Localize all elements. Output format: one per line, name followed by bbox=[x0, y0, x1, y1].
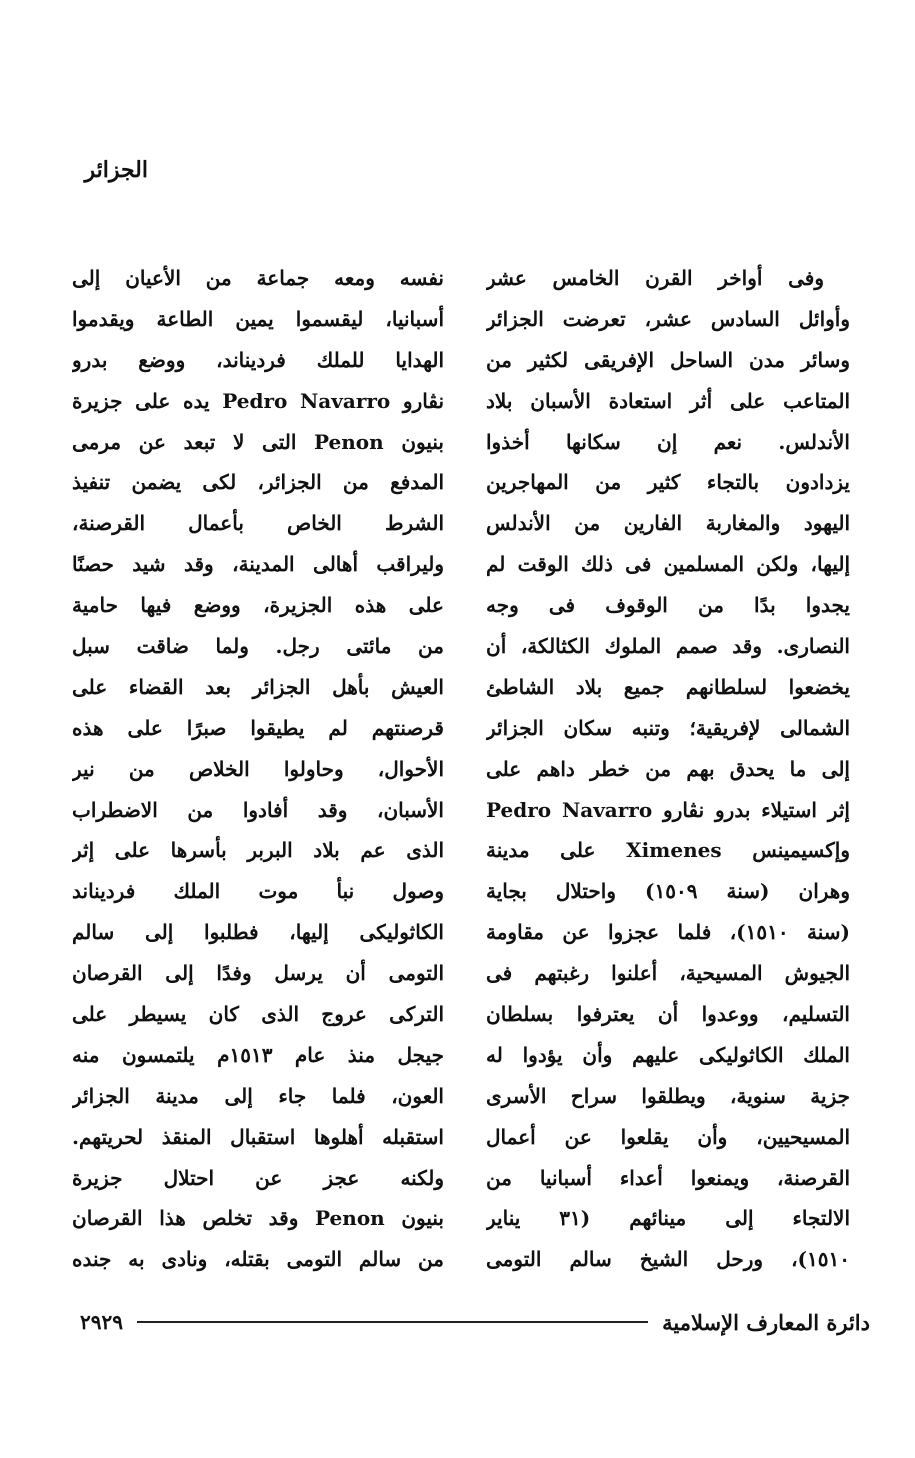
text-line: العون، فلما جاء إلى مدينة الجزائر bbox=[72, 1083, 444, 1108]
page-footer bbox=[80, 1302, 870, 1342]
text-line: إليها، ولكن المسلمين فى ذلك الوقت لم bbox=[486, 552, 850, 577]
text-line: جزية سنوية، ويطلقوا سراح الأسرى bbox=[486, 1083, 850, 1108]
text-line: بنيون Penon التى لا تبعد عن مرمى bbox=[72, 429, 444, 454]
text-line: الأسبان، وقد أفادوا من الاضطراب bbox=[72, 797, 444, 822]
text-line: (سنة ١٥١٠)، فلما عجزوا عن مقاومة bbox=[486, 920, 850, 945]
text-line: من مائتى رجل. ولما ضاقت سبل bbox=[72, 634, 444, 659]
text-line: إثر استيلاء بدرو نڤارو Pedro Navarro bbox=[486, 797, 850, 822]
text-line: التومى أن يرسل وفدًا إلى القرصان bbox=[72, 961, 444, 986]
text-line: من سالم التومى بقتله، ونادى به جنده bbox=[72, 1247, 444, 1272]
text-line: نڤارو Pedro Navarro يده على جزيرة bbox=[72, 388, 444, 413]
text-line: بنيون Penon وقد تخلص هذا القرصان bbox=[72, 1206, 444, 1231]
footer-rule bbox=[137, 1321, 648, 1323]
text-line: الأحوال، وحاولوا الخلاص من نير bbox=[72, 756, 444, 781]
text-line: العيش بأهل الجزائر بعد القضاء على bbox=[72, 674, 444, 699]
text-line: القرصنة، ويمنعوا أعداء أسبانيا من bbox=[486, 1165, 850, 1190]
text-line: وصول نبأ موت الملك فرديناند bbox=[72, 879, 444, 904]
left-column bbox=[72, 258, 444, 1280]
text-line: إلى ما يحدق بهم من خطر داهم على bbox=[486, 756, 850, 781]
text-line: يجدوا بدًا من الوقوف فى وجه bbox=[486, 593, 850, 618]
text-line: الالتجاء إلى مينائهم (٣١ يناير bbox=[486, 1206, 850, 1231]
text-line: الهدايا للملك فرديناند، ووضع بدرو bbox=[72, 347, 444, 372]
text-line: وسائر مدن الساحل الإفريقى لكثير من bbox=[486, 347, 850, 372]
text-line: وليراقب أهالى المدينة، وقد شيد حصنًا bbox=[72, 552, 444, 577]
text-line: الملك الكاثوليكى عليهم وأن يؤدوا له bbox=[486, 1042, 850, 1067]
text-line: يزدادون بالتجاء كثير من المهاجرين bbox=[486, 470, 850, 495]
text-line: التركى عروج الذى كان يسيطر على bbox=[72, 1002, 444, 1027]
right-column bbox=[486, 258, 850, 1280]
text-line: استقبله أهلوها استقبال المنقذ لحريتهم. bbox=[72, 1124, 444, 1149]
text-line: الشمالى لإفريقية؛ وتنبه سكان الجزائر bbox=[486, 715, 850, 740]
text-line: الجيوش المسيحية، أعلنوا رغبتهم فى bbox=[486, 961, 850, 986]
text-line: المسيحيين، وأن يقلعوا عن أعمال bbox=[486, 1124, 850, 1149]
text-line: التسليم، ووعدوا أن يعترفوا بسلطان bbox=[486, 1002, 850, 1027]
text-line: ولكنه عجز عن احتلال جزيرة bbox=[72, 1165, 444, 1190]
text-line: النصارى. وقد صمم الملوك الكثالكة، أن bbox=[486, 634, 850, 659]
page-number: ٢٩٢٩ bbox=[80, 1310, 123, 1334]
running-title: الجزائر bbox=[84, 157, 148, 183]
publication-title: دائرة المعارف الإسلامية bbox=[662, 1309, 870, 1335]
text-line: الذى عم بلاد البربر بأسرها على إثر bbox=[72, 838, 444, 863]
text-line: الأندلس. نعم إن سكانها أخذوا bbox=[486, 429, 850, 454]
text-line: على هذه الجزيرة، ووضع فيها حامية bbox=[72, 593, 444, 618]
text-line: المتاعب على أثر استعادة الأسبان بلاد bbox=[486, 388, 850, 413]
text-line: وهران (سنة ١٥٠٩) واحتلال بجاية bbox=[486, 879, 850, 904]
text-line: قرصنتهم لم يطيقوا صبرًا على هذه bbox=[72, 715, 444, 740]
text-line: وأوائل السادس عشر، تعرضت الجزائر bbox=[486, 306, 850, 331]
text-line: اليهود والمغاربة الفارين من الأندلس bbox=[486, 511, 850, 536]
text-line: الشرط الخاص بأعمال القرصنة، bbox=[72, 511, 444, 536]
text-line: وفى أواخر القرن الخامس عشر bbox=[486, 266, 824, 290]
text-line: نفسه ومعه جماعة من الأعيان إلى bbox=[72, 266, 444, 290]
text-line: المدفع من الجزائر، لكى يضمن تنفيذ bbox=[72, 470, 444, 495]
text-line: أسبانيا، ليقسموا يمين الطاعة ويقدموا bbox=[72, 306, 444, 331]
text-line: وإكسيمينس Ximenes على مدينة bbox=[486, 838, 850, 863]
text-line: يخضعوا لسلطانهم جميع بلاد الشاطئ bbox=[486, 674, 850, 699]
text-line: ١٥١٠)، ورحل الشيخ سالم التومى bbox=[486, 1247, 850, 1272]
text-line: جيجل منذ عام ١٥١٣م يلتمسون منه bbox=[72, 1042, 444, 1067]
text-line: الكاثوليكى إليها، فطلبوا إلى سالم bbox=[72, 920, 444, 945]
